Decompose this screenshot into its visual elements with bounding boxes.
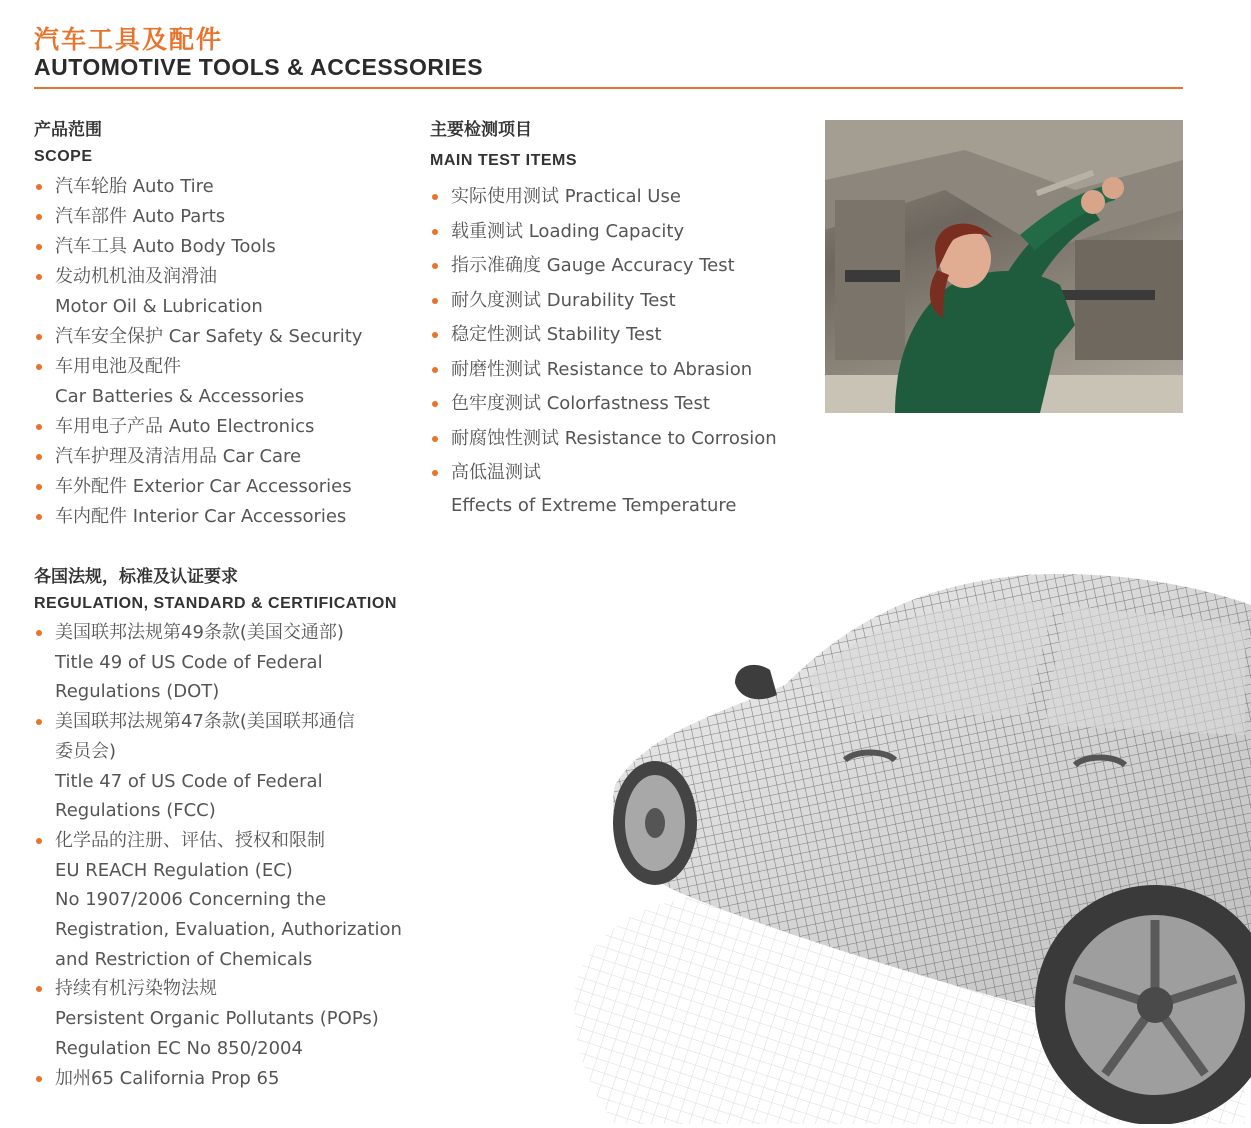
list-item <box>430 249 777 282</box>
list-item <box>34 1064 402 1094</box>
list-item-line: 汽车轮胎 Auto Tire <box>55 176 214 197</box>
bullet-icon <box>36 630 42 636</box>
list-item-line: No 1907/2006 Concerning the <box>55 889 327 911</box>
list-item <box>34 232 362 262</box>
list-item-line: 汽车部件 Auto Parts <box>55 206 226 227</box>
list-item <box>34 172 362 202</box>
bullet-icon <box>432 470 438 476</box>
list-item <box>430 215 777 248</box>
list-item-line: Car Batteries & Accessories <box>55 386 305 407</box>
bullet-icon <box>36 1076 42 1082</box>
regulation-list <box>34 618 402 1093</box>
list-item-line: 汽车护理及清洁用品 Car Care <box>55 446 302 467</box>
title-divider <box>34 87 1183 89</box>
scope-heading-chinese: 产品范围 <box>34 120 102 140</box>
list-item-line: 指示准确度 Gauge Accuracy Test <box>451 255 735 276</box>
bullet-icon <box>36 184 42 190</box>
list-item-line: 持续有机污染物法规 <box>55 978 217 1000</box>
list-item-line: Regulation EC No 850/2004 <box>55 1037 303 1059</box>
list-item-line: Persistent Organic Pollutants (POPs) <box>55 1008 379 1030</box>
bullet-icon <box>432 263 438 269</box>
scope-section <box>34 119 362 532</box>
list-item-line: Regulations (DOT) <box>55 681 220 703</box>
list-item <box>430 318 777 351</box>
list-item-line: Title 47 of US Code of Federal <box>55 770 323 792</box>
list-item-line: 美国联邦法规第47条款(美国联邦通信 <box>55 711 355 733</box>
bullet-icon <box>432 401 438 407</box>
list-item-line: Title 49 of US Code of Federal <box>55 651 323 673</box>
bullet-icon <box>36 838 42 844</box>
list-item <box>34 202 362 232</box>
bullet-icon <box>36 214 42 220</box>
list-item-line: 耐腐蚀性测试 Resistance to Corrosion <box>451 427 777 449</box>
bullet-icon <box>432 436 438 442</box>
bullet-icon <box>36 334 42 340</box>
regulation-section <box>34 566 402 1093</box>
list-item-line: Regulations (FCC) <box>55 800 216 822</box>
bullet-icon <box>432 229 438 235</box>
list-item-line: 实际使用测试 Practical Use <box>451 186 681 207</box>
scope-list <box>34 172 362 532</box>
list-item-line: 汽车工具 Auto Body Tools <box>55 236 276 257</box>
list-item-line: Registration, Evaluation, Authorization <box>55 919 402 941</box>
regulation-heading-english: REGULATION, STANDARD & CERTIFICATION <box>34 595 397 612</box>
list-item <box>34 974 402 1063</box>
list-item-line: 车外配件 Exterior Car Accessories <box>55 476 352 497</box>
page-title-chinese: 汽车工具及配件 <box>34 25 224 54</box>
list-item <box>430 422 777 455</box>
list-item-line: 载重测试 Loading Capacity <box>451 220 685 242</box>
test-items-heading-english: MAIN TEST ITEMS <box>430 152 578 169</box>
test-items-heading-chinese: 主要检测项目 <box>430 120 532 140</box>
mechanic-illustration <box>825 120 1183 413</box>
list-item-line: 耐磨性测试 Resistance to Abrasion <box>451 358 753 380</box>
mechanic-photo <box>825 120 1183 413</box>
list-item-line: 加州65 California Prop 65 <box>55 1067 280 1089</box>
test-items-list <box>430 180 777 522</box>
list-item <box>430 180 777 213</box>
bullet-icon <box>36 424 42 430</box>
list-item-line: 发动机机油及润滑油 <box>55 266 217 287</box>
list-item-line: 车用电子产品 Auto Electronics <box>55 416 315 437</box>
bullet-icon <box>36 484 42 490</box>
list-item-line: 车内配件 Interior Car Accessories <box>55 506 347 527</box>
list-item-line: 色牢度测试 Colorfastness Test <box>451 393 710 414</box>
regulation-heading-chinese: 各国法规，标准及认证要求 <box>34 567 238 587</box>
bullet-icon <box>432 367 438 373</box>
list-item <box>430 284 777 317</box>
list-item-line: 高低温测试 <box>451 462 541 483</box>
list-item-line: 耐久度测试 Durability Test <box>451 289 676 311</box>
bullet-icon <box>36 514 42 520</box>
wireframe-car-illustration <box>555 565 1251 1124</box>
list-item <box>430 387 777 420</box>
list-item-line: 汽车安全保护 Car Safety & Security <box>55 326 363 347</box>
bullet-icon <box>36 274 42 280</box>
bullet-icon <box>432 298 438 304</box>
list-item <box>34 322 362 352</box>
test-items-section <box>430 119 777 524</box>
bullet-icon <box>36 986 42 992</box>
list-item-line: Motor Oil & Lubrication <box>55 296 263 317</box>
list-item <box>34 472 362 502</box>
list-item-line: 稳定性测试 Stability Test <box>451 324 662 345</box>
bullet-icon <box>36 364 42 370</box>
list-item <box>34 618 402 707</box>
list-item <box>430 353 777 386</box>
list-item-line: 化学品的注册、评估、授权和限制 <box>55 829 325 851</box>
list-item-line: 委员会) <box>55 740 117 762</box>
list-item-line: EU REACH Regulation (EC) <box>55 859 293 881</box>
list-item-line: Effects of Extreme Temperature <box>451 495 737 516</box>
list-item <box>34 442 362 472</box>
bullet-icon <box>432 194 438 200</box>
page-title-english: AUTOMOTIVE TOOLS & ACCESSORIES <box>34 54 484 80</box>
bullet-icon <box>36 244 42 250</box>
bullet-icon <box>36 719 42 725</box>
list-item <box>34 826 402 975</box>
list-item <box>34 262 362 322</box>
list-item <box>34 412 362 442</box>
list-item <box>34 352 362 412</box>
bullet-icon <box>432 332 438 338</box>
list-item-line: 美国联邦法规第49条款(美国交通部) <box>55 622 344 643</box>
list-item <box>34 502 362 532</box>
scope-heading-english: SCOPE <box>34 148 93 165</box>
list-item-line: and Restriction of Chemicals <box>55 948 313 970</box>
list-item <box>34 707 402 826</box>
list-item <box>430 456 777 522</box>
list-item-line: 车用电池及配件 <box>55 356 181 377</box>
bullet-icon <box>36 454 42 460</box>
